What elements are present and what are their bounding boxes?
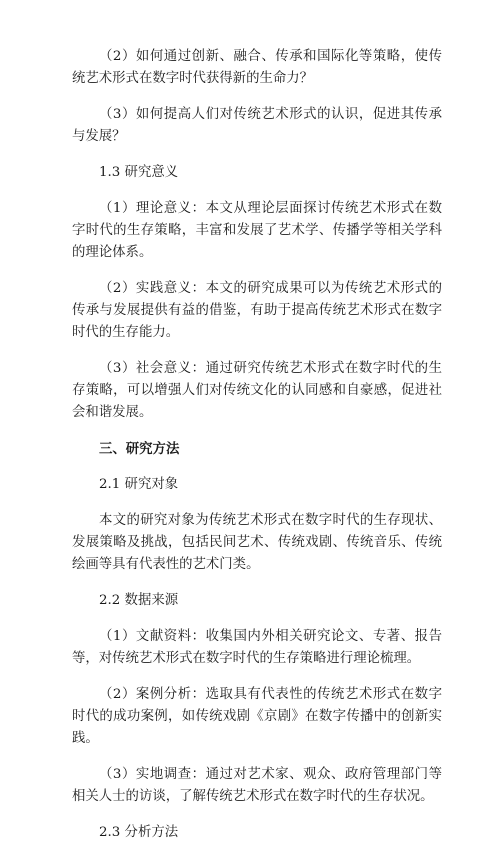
data-case: （2）案例分析：选取具有代表性的传统艺术形式在数字时代的成功案例，如传统戏剧《京剧》在数字传播中的创新实践。 <box>72 687 442 746</box>
data-survey: （3）实地调查：通过对艺术家、观众、政府管理部门等相关人士的访谈，了解传统艺术形式在数字时代的生存状况。 <box>72 767 442 804</box>
section-2-3-heading: 2.3 分析方法 <box>99 825 179 840</box>
section-2-2-heading: 2.2 数据来源 <box>99 593 179 608</box>
section-3-heading: 三、研究方法 <box>99 441 180 457</box>
significance-practice: （2）实践意义：本文的研究成果可以为传统艺术形式的传承与发展提供有益的借鉴，有助于提高传统艺术形式在数字时代的生存能力。 <box>72 281 442 340</box>
section-1-3-heading: 1.3 研究意义 <box>99 165 179 180</box>
significance-theory: （1）理论意义：本文从理论层面探讨传统艺术形式在数字时代的生存策略，丰富和发展了艺术学、传播学等相关学科的理论体系。 <box>72 201 442 260</box>
research-object: 本文的研究对象为传统艺术形式在数字时代的生存现状、发展策略及挑战，包括民间艺术、传统戏剧、传统音乐、传统绘画等具有代表性的艺术门类。 <box>72 513 442 572</box>
section-2-1-heading: 2.1 研究对象 <box>99 477 179 492</box>
significance-society: （3）社会意义：通过研究传统艺术形式在数字时代的生存策略，可以增强人们对传统文化的认同感和自豪感，促进社会和谐发展。 <box>72 361 442 420</box>
question-3: （3）如何提高人们对传统艺术形式的认识，促进其传承与发展？ <box>72 107 442 144</box>
question-2: （2）如何通过创新、融合、传承和国际化等策略，使传统艺术形式在数字时代获得新的生命力？ <box>72 49 442 86</box>
data-literature: （1）文献资料：收集国内外相关研究论文、专著、报告等，对传统艺术形式在数字时代的生存策略进行理论梳理。 <box>72 629 442 666</box>
